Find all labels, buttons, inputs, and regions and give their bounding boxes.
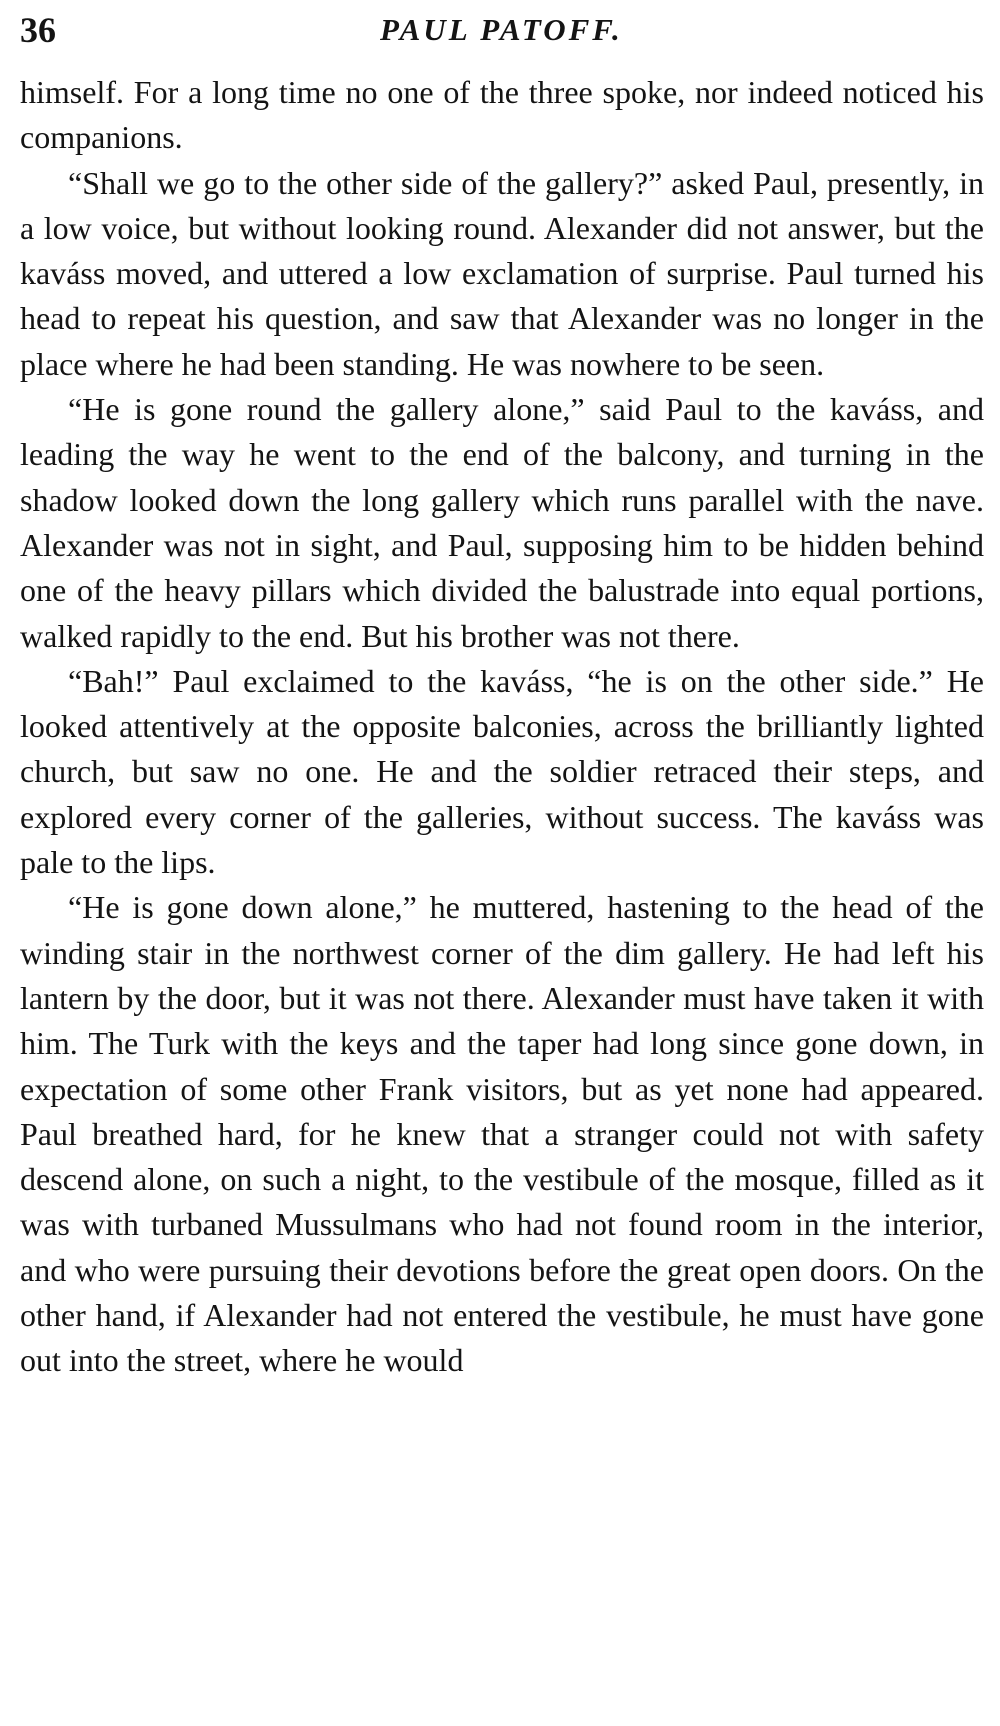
paragraph: “Shall we go to the other side of the gallery?” asked Paul, presently, in a low voice, but without looking round. Alexander did not answer, but the kaváss moved, and uttered a low exclamation of surprise. Paul turned his head to repeat his question, and saw that Alexander was no longer in the place where he had been standing. He was nowhere to be seen.: [20, 164, 984, 382]
running-title: PAUL PATOFF.: [380, 12, 623, 47]
page-number: 36: [20, 10, 56, 50]
running-head: [20, 4, 984, 56]
paragraph: “He is gone down alone,” he muttered, hastening to the head of the winding stair in the northwest corner of the dim gallery. He had left his lantern by the door, but it was not there. Alexander must have taken it with him. The Turk with the keys and the taper had long since gone down, in expectation of some other Frank visitors, but as yet none had appeared. Paul breathed hard, for he knew that a stranger could not with safety descend alone, on such a night, to the vestibule of the mosque, filled as it was with turbaned Mussulmans who had not found room in the interior, and who were pursuing their devotions before the great open doors. On the other hand, if Alexander had not entered the vestibule, he must have gone out into the street, where he would: [20, 889, 984, 1379]
paragraph: “He is gone round the gallery alone,” said Paul to the kaváss, and leading the way he went to the end of the balcony, and turning in the shadow looked down the long gallery which runs parallel with the nave. Alexander was not in sight, and Paul, supposing him to be hidden behind one of the heavy pillars which divided the balustrade into equal portions, walked rapidly to the end. But his brother was not there.: [20, 391, 984, 654]
paragraph: “Bah!” Paul exclaimed to the kaváss, “he is on the other side.” He looked attentively at the opposite balconies, across the brilliantly lighted church, but saw no one. He and the soldier retraced their steps, and explored every corner of the galleries, without success. The kaváss was pale to the lips.: [20, 662, 984, 881]
body-text: [20, 70, 984, 1384]
paragraph-continuation: himself. For a long time no one of the three spoke, nor indeed noticed his companions.: [20, 74, 984, 156]
book-page: [20, 0, 984, 1726]
